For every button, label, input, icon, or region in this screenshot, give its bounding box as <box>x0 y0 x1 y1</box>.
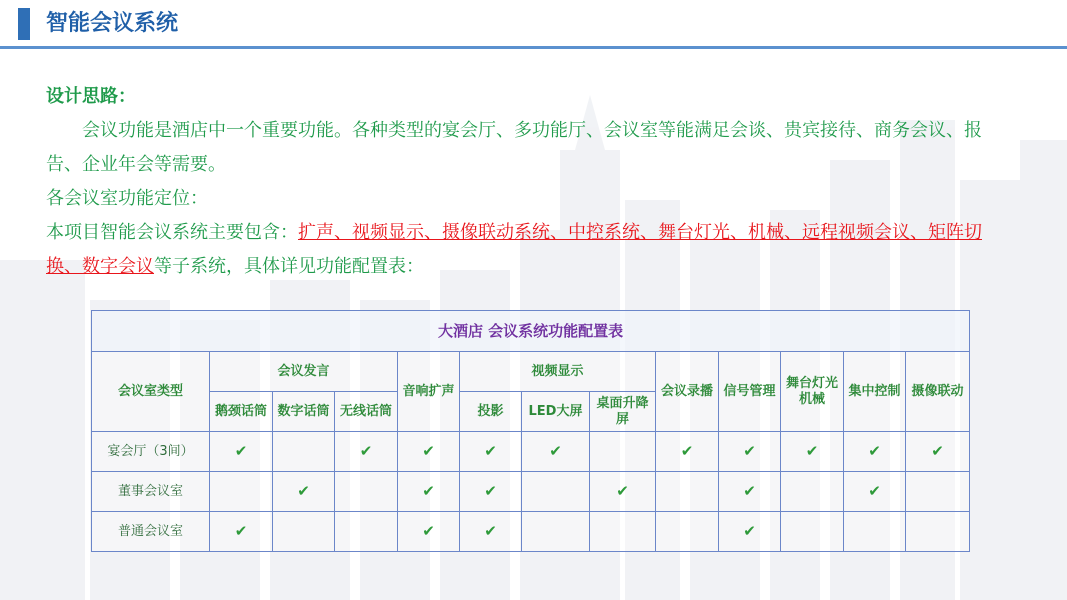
check-icon: ✔ <box>805 441 819 460</box>
check-icon: ✔ <box>868 441 881 460</box>
table-cell <box>656 472 719 512</box>
table-cell <box>590 432 656 472</box>
check-icon: ✔ <box>484 481 497 500</box>
table-row <box>92 512 970 552</box>
table-cell <box>781 512 844 552</box>
table-cell <box>210 512 273 552</box>
table-cell <box>844 512 906 552</box>
table-row <box>92 432 970 472</box>
header-audio: 音响扩声 <box>398 352 460 432</box>
check-icon: ✔ <box>549 441 562 460</box>
subsystems-highlight: 扩声、视频显示、摄像联动系统、中控系统、舞台灯光、机械、远程视频会议、矩阵切换、数字会议 <box>46 222 982 277</box>
check-icon: ✔ <box>484 521 497 540</box>
table-cell <box>522 512 590 552</box>
check-icon: ✔ <box>297 481 310 500</box>
header-group-video: 视频显示 <box>460 352 656 392</box>
check-icon: ✔ <box>743 521 756 540</box>
subsystems-prefix: 本项目智能会议系统主要包含： <box>46 222 298 243</box>
table-row <box>92 472 970 512</box>
header-camera: 摄像联动 <box>906 352 970 432</box>
check-icon: ✔ <box>931 441 944 460</box>
table-cell <box>460 432 522 472</box>
header-recording: 会议录播 <box>656 352 719 432</box>
table-cell <box>906 472 970 512</box>
positioning-paragraph: 各会议室功能定位： <box>46 188 208 209</box>
check-icon: ✔ <box>616 481 629 500</box>
header-central: 集中控制 <box>844 352 906 432</box>
header-stage: 舞台灯光机械 <box>781 352 844 432</box>
description-block <box>46 80 1006 284</box>
header-divider <box>0 46 1067 49</box>
check-icon: ✔ <box>743 441 756 460</box>
table-cell <box>522 432 590 472</box>
check-icon: ✔ <box>743 481 756 500</box>
check-icon: ✔ <box>422 481 435 500</box>
table-cell <box>460 472 522 512</box>
check-icon: ✔ <box>868 481 881 500</box>
table-cell <box>273 472 335 512</box>
header-wireless-mic: 无线话筒 <box>335 392 398 432</box>
table-cell <box>398 472 460 512</box>
table-cell <box>781 432 844 472</box>
config-table <box>91 310 970 552</box>
table-cell <box>590 472 656 512</box>
table-caption: 大酒店 会议系统功能配置表 <box>92 311 970 352</box>
table-cell <box>335 432 398 472</box>
table-cell <box>273 432 335 472</box>
check-icon: ✔ <box>484 441 497 460</box>
table-cell <box>210 472 273 512</box>
table-cell <box>398 512 460 552</box>
header-gooseneck-mic: 鹅颈话筒 <box>210 392 273 432</box>
check-icon: ✔ <box>422 441 435 460</box>
header-lift-screen: 桌面升降屏 <box>590 392 656 432</box>
header-digital-mic: 数字话筒 <box>273 392 335 432</box>
table-cell <box>656 432 719 472</box>
check-icon: ✔ <box>234 521 248 540</box>
header-accent-bar <box>18 8 30 40</box>
table-cell <box>906 512 970 552</box>
table-cell <box>398 432 460 472</box>
table-cell <box>335 472 398 512</box>
table-cell <box>590 512 656 552</box>
room-type-label: 宴会厅（3间） <box>92 432 210 472</box>
room-type-label: 董事会议室 <box>92 472 210 512</box>
table-cell <box>656 512 719 552</box>
table-cell <box>719 432 781 472</box>
intro-paragraph: 会议功能是酒店中一个重要功能。各种类型的宴会厅、多功能厅、会议室等能满足会谈、贵宾接待、商务会议、报告、企业年会等需要。 <box>46 120 982 175</box>
check-icon: ✔ <box>422 521 435 540</box>
table-cell <box>844 472 906 512</box>
header-projection: 投影 <box>460 392 522 432</box>
table-cell <box>719 512 781 552</box>
table-cell <box>906 432 970 472</box>
table-cell <box>522 472 590 512</box>
header-group-speech: 会议发言 <box>210 352 398 392</box>
subsystems-paragraph <box>46 216 1006 284</box>
design-heading: 设计思路： <box>46 86 136 107</box>
table-cell <box>844 432 906 472</box>
table-cell <box>719 472 781 512</box>
table-cell <box>273 512 335 552</box>
header-room-type: 会议室类型 <box>92 352 210 432</box>
subsystems-suffix: 等子系统，具体详见功能配置表： <box>154 256 424 277</box>
room-type-label: 普通会议室 <box>92 512 210 552</box>
check-icon: ✔ <box>680 441 694 460</box>
header-signal: 信号管理 <box>719 352 781 432</box>
header-led-screen: LED大屏 <box>522 392 590 432</box>
table-cell <box>335 512 398 552</box>
table-cell <box>210 432 273 472</box>
page-title: 智能会议系统 <box>46 11 179 36</box>
check-icon: ✔ <box>359 441 373 460</box>
check-icon: ✔ <box>234 441 248 460</box>
table-cell <box>781 472 844 512</box>
table-cell <box>460 512 522 552</box>
